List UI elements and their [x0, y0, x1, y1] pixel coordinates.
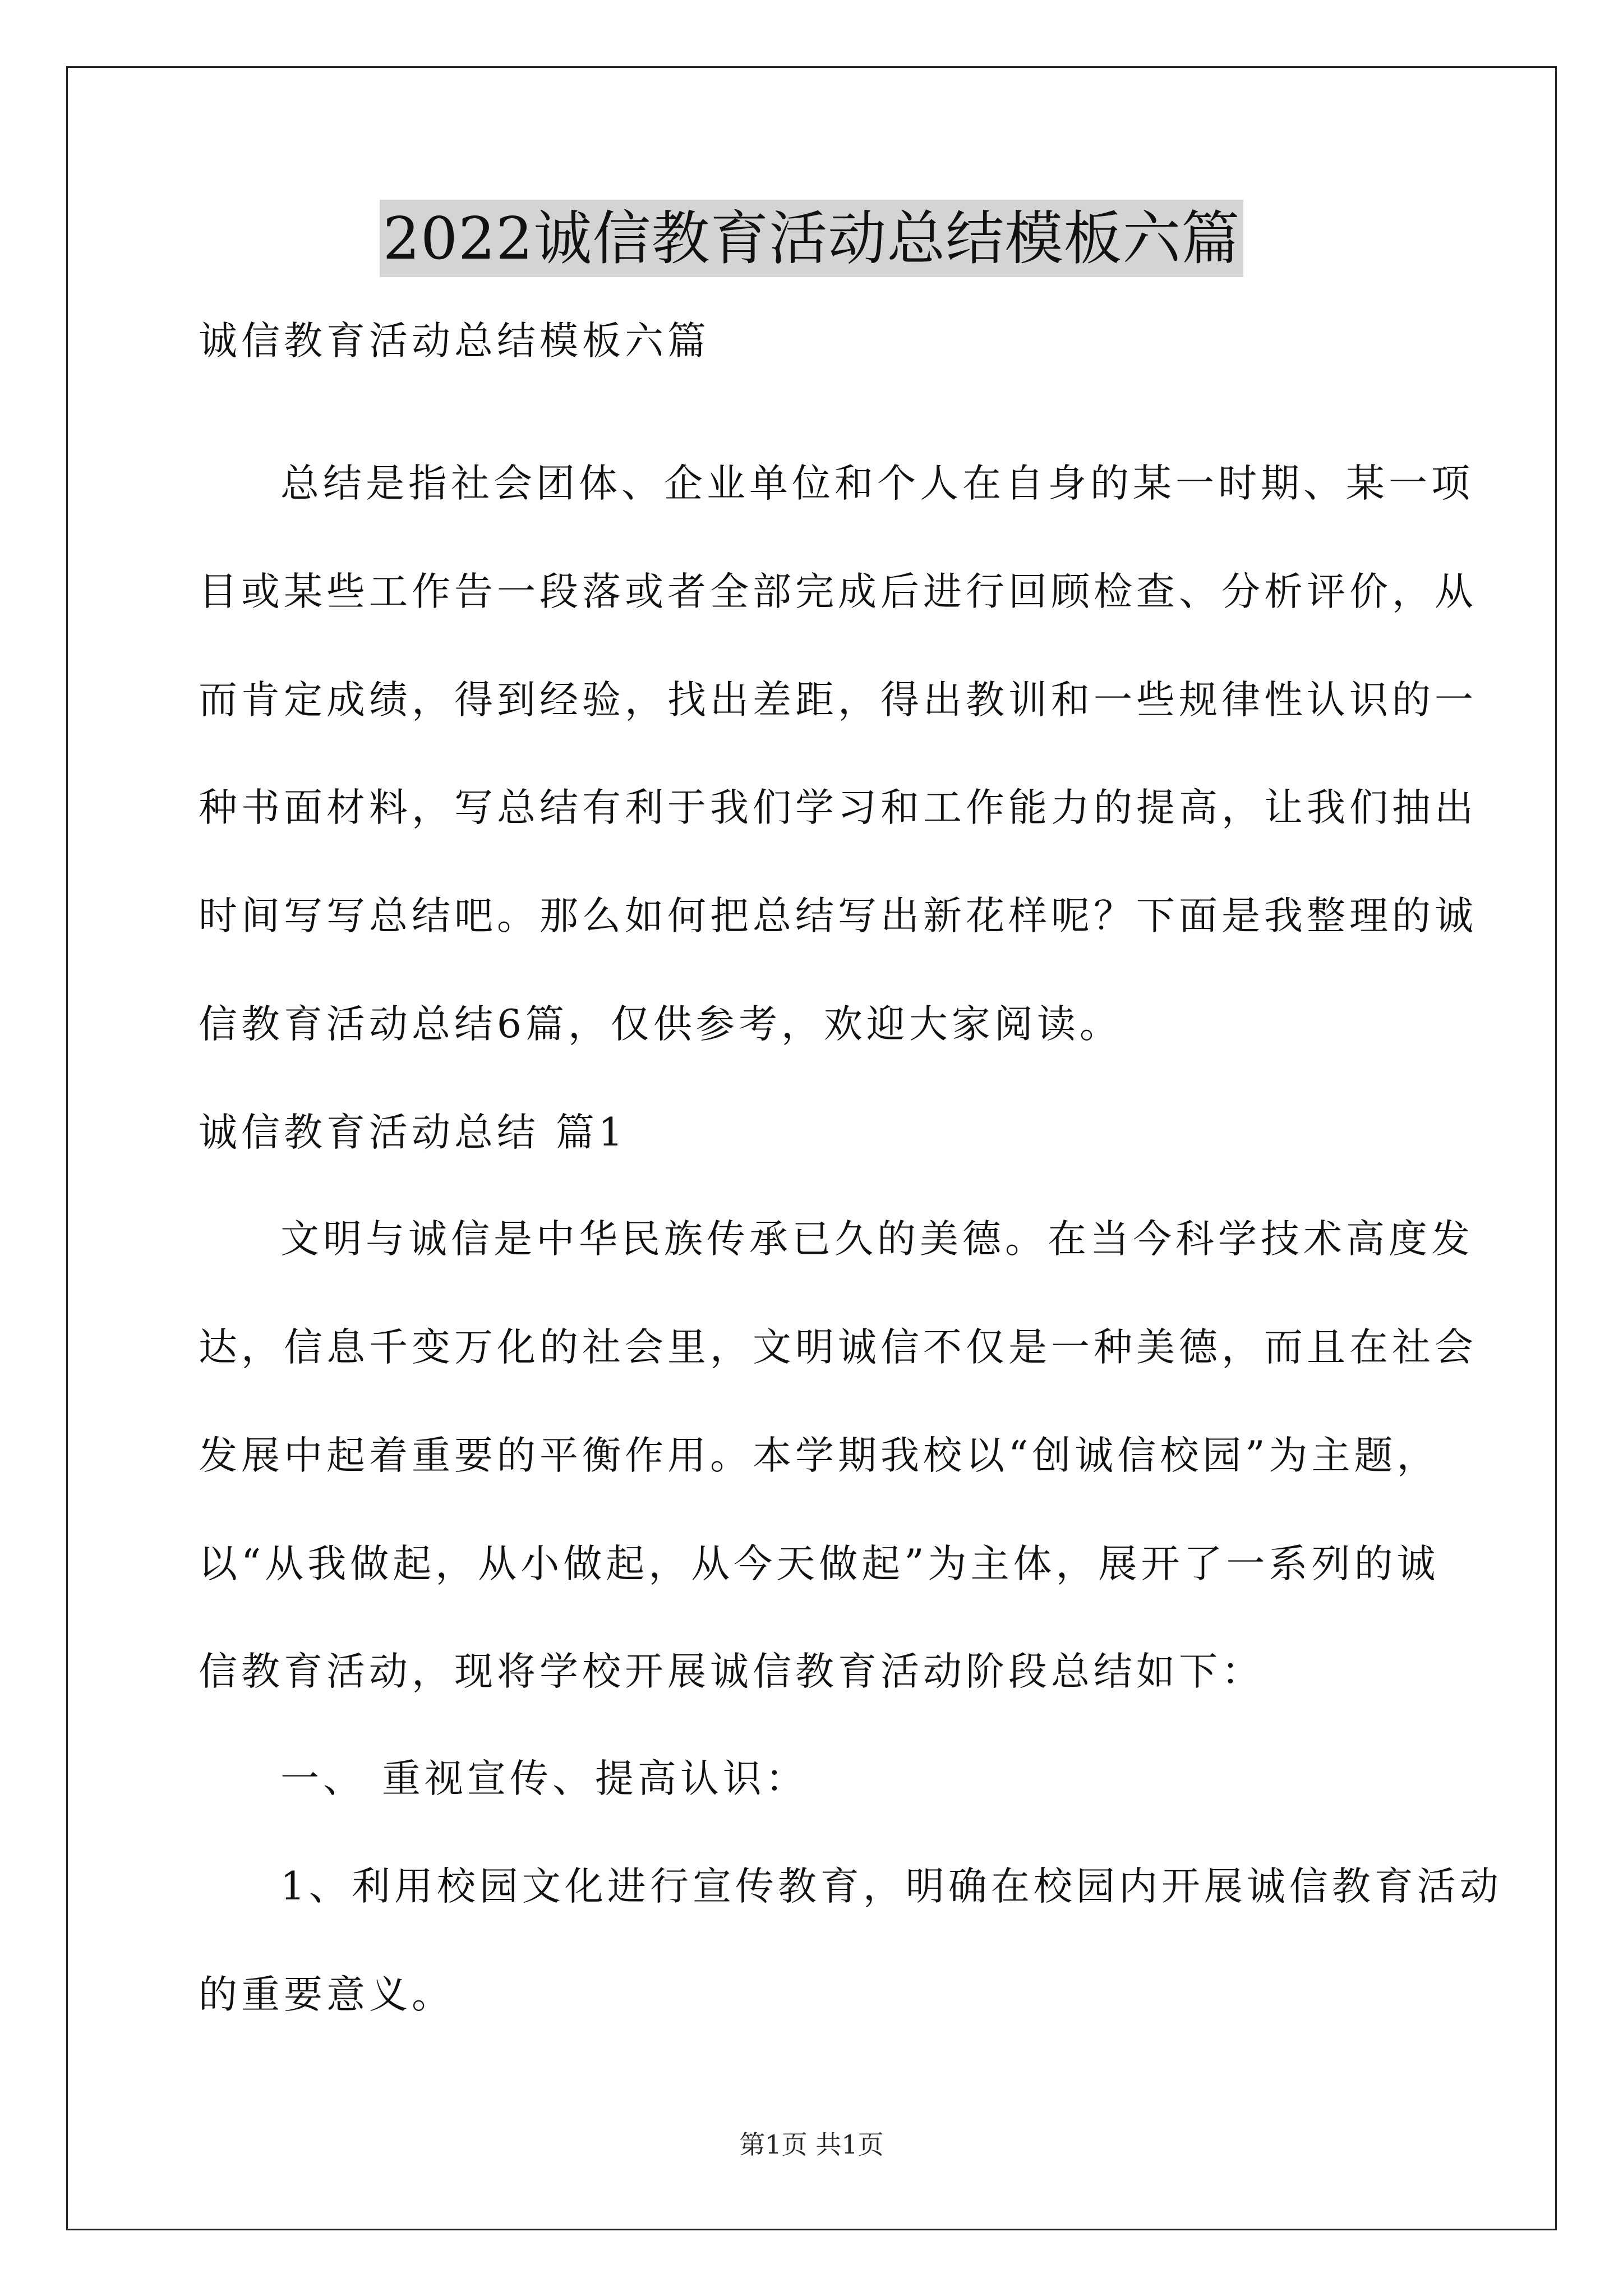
paragraph-line: 总结是指社会团体、企业单位和个人在自身的某一时期、某一项: [280, 461, 1474, 506]
section-heading: 诚信教育活动总结 篇1: [199, 1110, 627, 1155]
list-heading: 一、 重视宣传、提高认识：: [280, 1756, 808, 1801]
paragraph-line: 时间写写总结吧。那么如何把总结写出新花样呢？下面是我整理的诚: [199, 894, 1477, 938]
paragraph-line: 以“从我做起，从小做起，从今天做起”为主体，展开了一系列的诚: [199, 1542, 1440, 1586]
paragraph-line: 发展中起着重要的平衡作用。本学期我校以“创诚信校园”为主题，: [199, 1433, 1440, 1478]
subtitle-line: 诚信教育活动总结模板六篇: [199, 319, 710, 364]
paragraph-line: 而肯定成绩，得到经验，找出差距，得出教训和一些规律性认识的一: [199, 678, 1477, 723]
paragraph-line: 信教育活动，现将学校开展诚信教育活动阶段总结如下：: [199, 1649, 1264, 1694]
title-container: [0, 200, 1623, 277]
document-title: 2022诚信教育活动总结模板六篇: [380, 200, 1244, 277]
paragraph-line: 达，信息千变万化的社会里，文明诚信不仅是一种美德，而且在社会: [199, 1325, 1477, 1370]
paragraph-line: 1、利用校园文化进行宣传教育，明确在校园内开展诚信教育活动: [280, 1864, 1502, 1909]
paragraph-line: 文明与诚信是中华民族传承已久的美德。在当今科学技术高度发: [280, 1217, 1474, 1262]
page-footer: 第1页 共1页: [739, 2129, 884, 2160]
paragraph-line: 目或某些工作告一段落或者全部完成后进行回顾检查、分析评价，从: [199, 569, 1477, 614]
paragraph-line: 信教育活动总结6篇，仅供参考，欢迎大家阅读。: [199, 1002, 1122, 1047]
paragraph-line: 种书面材料，写总结有利于我们学习和工作能力的提高，让我们抽出: [199, 785, 1477, 830]
paragraph-line: 的重要意义。: [199, 1972, 454, 2017]
